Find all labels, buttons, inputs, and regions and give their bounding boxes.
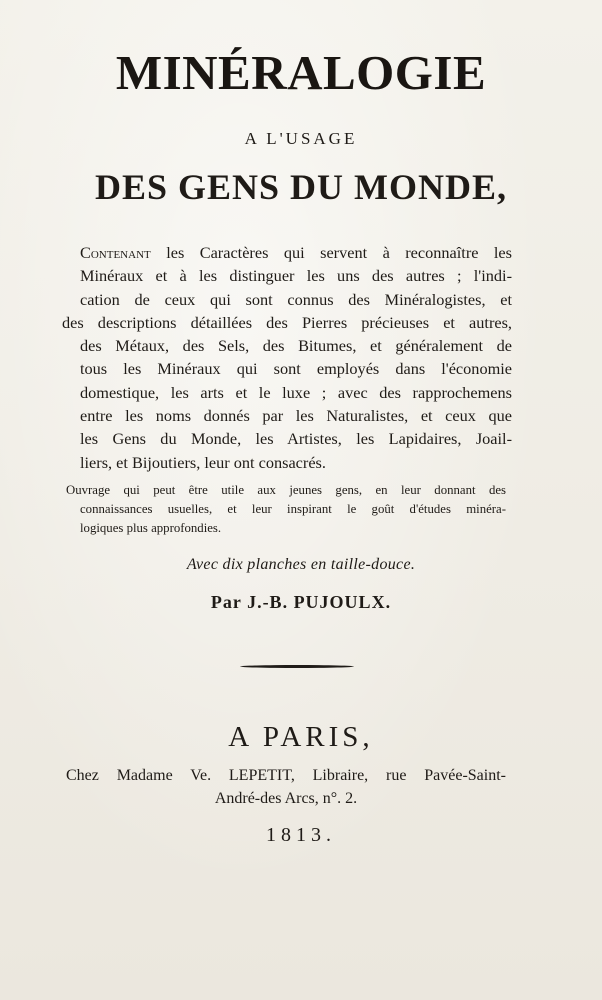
divider-rule [240,665,354,668]
purpose-note [66,481,506,538]
imprint-year: 1813. [266,824,336,846]
contents-line [62,241,512,264]
contents-line: entre les noms donnés par les Naturalistes, et ceux que [80,406,512,426]
imprint-publisher [66,764,506,810]
contents-line: des descriptions détaillées des Pierres précieuses et autres, [62,312,512,332]
plates-note: Avec dix planches en taille-douce. [186,556,416,573]
book-subtitle-gens-du-monde: DES GENS DU MONDE, [94,167,508,207]
publisher-line: Chez Madame Ve. LEPETIT, Libraire, rue Pavée-Saint- [66,767,506,784]
contents-line: Minéraux et à les distinguer les uns des autres ; l'indi- [80,266,512,286]
book-subtitle-a-lusage: A L'USAGE [244,129,358,148]
contents-description [62,241,512,474]
author-line: Par J.-B. PUJOULX. [210,592,392,612]
contents-line-text: les Caractères qui servent à reconnaître les [150,243,512,262]
book-title: MINÉRALOGIE [115,45,487,100]
contents-lead-word: Contenant [80,243,151,262]
note-line: Ouvrage qui peut être utile aux jeunes gens, en leur donnant des [66,483,506,497]
note-line: logiques plus approfondies. [80,521,222,535]
publisher-line: André-des Arcs, n°. 2. [214,790,358,807]
note-line: connaissances usuelles, et leur inspirant le goût d'études minéra- [80,502,506,516]
contents-line: liers, et Bijoutiers, leur ont consacrés. [80,452,326,472]
contents-line: tous les Minéraux qui sont employés dans l'économie [80,359,512,379]
imprint-city: A PARIS, [228,721,374,753]
contents-line: domestique, les arts et le luxe ; avec des rapprochemens [80,382,512,402]
contents-line: des Métaux, des Sels, des Bitumes, et généralement de [80,336,512,356]
contents-line: cation de ceux qui sont connus des Minéralogistes, et [80,289,512,309]
contents-line: les Gens du Monde, les Artistes, les Lapidaires, Joail- [80,429,512,449]
